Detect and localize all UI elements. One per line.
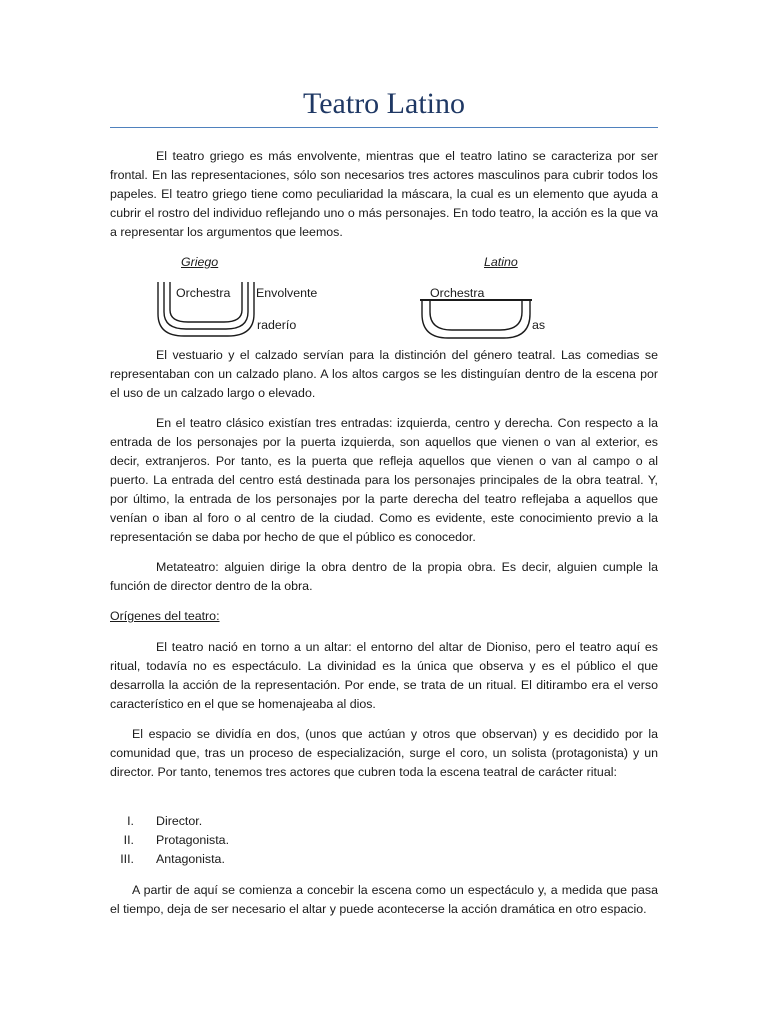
greek-label: Griego xyxy=(181,255,219,269)
list-item-text: Antagonista. xyxy=(156,852,225,866)
list-item-number: III. xyxy=(120,852,134,866)
list-item xyxy=(110,812,658,831)
greek-side-label: Envolvente xyxy=(256,286,318,300)
list-item-text: Director. xyxy=(156,814,203,828)
list-item-number: II. xyxy=(123,833,134,847)
title-divider xyxy=(110,127,658,128)
paragraph-intro: El teatro griego es más envolvente, mientras que el teatro latino se caracteriza por ser frontal. En las representaciones, sólo son necesarios tres actores masculinos para cubrir todos los papeles. El teatro griego tiene como peculiaridad la máscara, la cual es un elemento que ayuda a cubrir el rostro del individuo reflejando uno o más personajes. En todo teatro, la acción es la que va a representar los argumentos que leemos. xyxy=(110,149,658,239)
origins-heading: Orígenes del teatro: xyxy=(110,609,220,623)
paragraph-costume: El vestuario y el calzado servían para la distinción del género teatral. Las comedias se representaban con un calzado plano. A los altos cargos se les distinguían dentro de la escena por el uso de un calzado largo o elevado. xyxy=(110,348,658,400)
paragraph-spectacle: A partir de aquí se comienza a concebir la escena como un espectáculo y, a medida que pasa el tiempo, deja de ser necesario el altar y puede acontecerse la acción dramática en otro espacio. xyxy=(110,883,658,916)
list-item xyxy=(110,850,658,869)
greek-seating-label: raderío xyxy=(257,318,297,332)
latin-orchestra-label: Orchestra xyxy=(430,286,485,300)
paragraph-entrances: En el teatro clásico existían tres entradas: izquierda, centro y derecha. Con respecto a la entrada de los personajes por la puerta izquierda, son aquellos que vienen o van al exterior, es decir, extranjeros. Por tanto, es la puerta que refleja aquellos que vienen o van al campo o al puerto. La entrada del centro está destinada para los personajes principales de la obra teatral. Y, por último, la entrada de los personajes por la parte derecha del teatro reflejaba a aquellos que venían o iban al foro o al centro de la ciudad. Como es evidente, este conocimiento previo a la representación se daba por hecho de que el público es conocedor. xyxy=(110,416,658,544)
list-item xyxy=(110,831,658,850)
greek-orchestra-label: Orchestra xyxy=(176,286,231,300)
actors-list xyxy=(110,812,658,869)
paragraph-metatheater: Metateatro: alguien dirige la obra dentro de la propia obra. Es decir, alguien cumple la función de director dentro de la obra. xyxy=(110,560,658,593)
paragraph-origins: El teatro nació en torno a un altar: el entorno del altar de Dioniso, pero el teatro aquí es ritual, todavía no es espectáculo. La divinidad es la única que observa y es el público el que desarrolla la acción de la representación. Por ende, se trata de un ritual. El ditirambo era el verso característico en el que se homenajeaba al dios. xyxy=(110,640,658,711)
paragraph-space: El espacio se dividía en dos, (unos que actúan y otros que observan) y es decidido por la comunidad que, tras un proceso de especialización, surge el coro, un solista (protagonista) y un director. Por tanto, tenemos tres actores que cubren toda la escena teatral de carácter ritual: xyxy=(110,727,658,779)
latin-seating-label: as xyxy=(532,318,546,332)
page-title: Teatro Latino xyxy=(303,87,465,120)
latin-label: Latino xyxy=(484,255,518,269)
list-item-number: I. xyxy=(127,814,134,828)
list-item-text: Protagonista. xyxy=(156,833,230,847)
latin-theater-drawing xyxy=(418,296,534,342)
